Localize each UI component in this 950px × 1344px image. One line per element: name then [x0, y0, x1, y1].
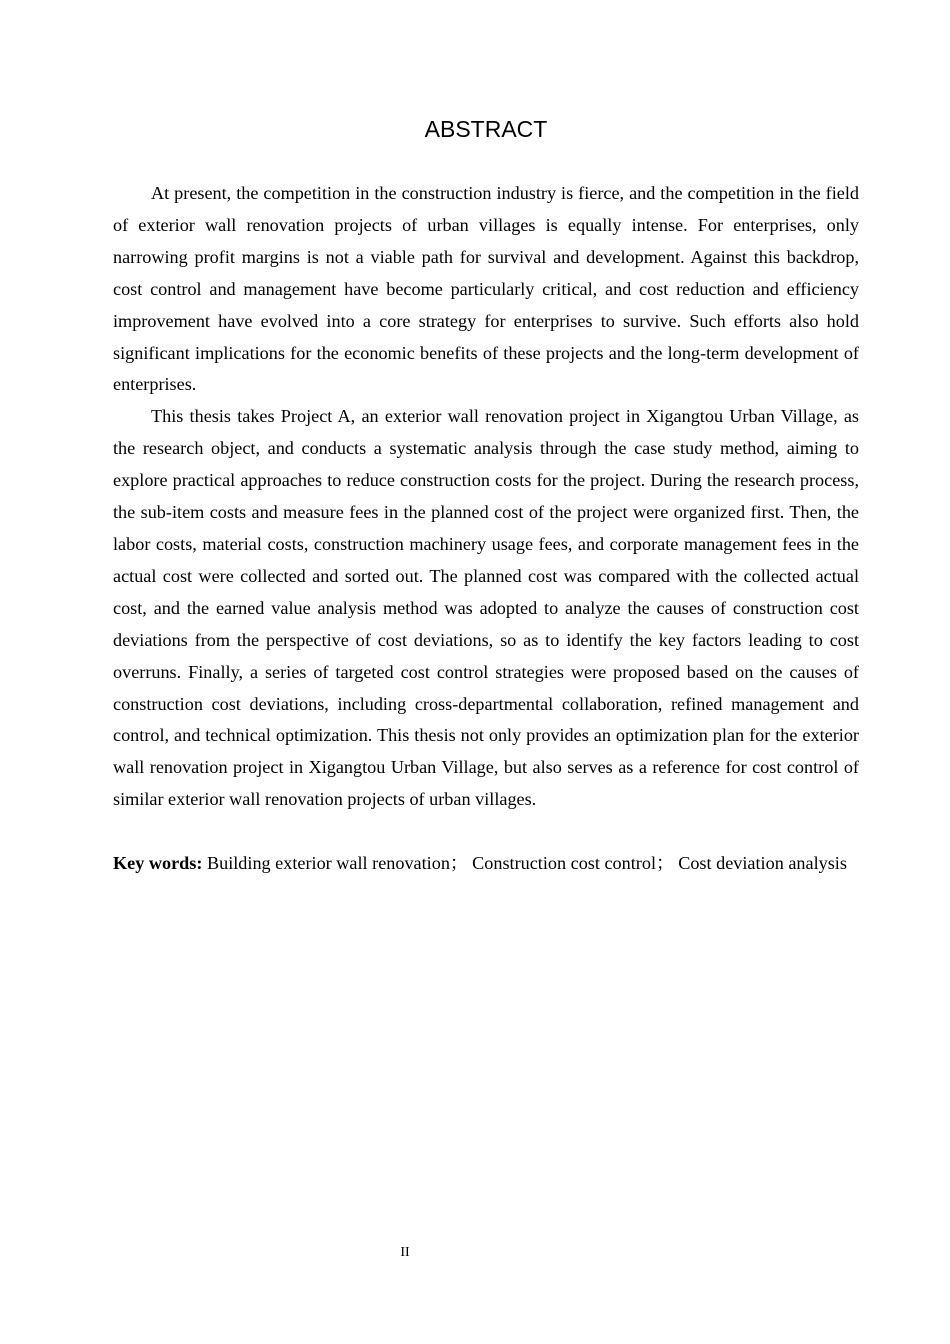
page-number: II [400, 1245, 410, 1260]
abstract-paragraph-1: At present, the competition in the construction industry is fierce, and the competition in the field of exterior wall renovation projects of urban villages is equally intense. For enterprises, only narrowing profit margins is not a viable path for survival and development. Against this backdrop, cost control and management have become particularly critical, and cost reduction and efficiency improvement have evolved into a core strategy for enterprises to survive. Such efforts also hold significant implications for the economic benefits of these projects and the long-term development of enterprises. [113, 183, 859, 395]
keyword-separator: ； [656, 853, 675, 874]
keywords-label: Key words: [113, 853, 203, 874]
keyword-item-2: Construction cost control [472, 853, 656, 874]
abstract-paragraph-2: This thesis takes Project A, an exterior wall renovation project in Xigangtou Urban Village, as the research object, and conducts a systematic analysis through the case study method, aiming to explore practical approaches to reduce construction costs for the project. During the research process, the sub-item costs and measure fees in the planned cost of the project were organized first. Then, the labor costs, material costs, construction machinery usage fees, and corporate management fees in the actual cost were collected and sorted out. The planned cost was compared with the collected actual cost, and the earned value analysis method was adopted to analyze the causes of construction cost deviations from the perspective of cost deviations, so as to identify the key factors leading to cost overruns. Finally, a series of targeted cost control strategies were proposed based on the causes of construction cost deviations, including cross-departmental collaboration, refined management and control, and technical optimization. This thesis not only provides an optimization plan for the exterior wall renovation project in Xigangtou Urban Village, but also serves as a reference for cost control of similar exterior wall renovation projects of urban villages. [113, 406, 859, 810]
keyword-item-3: Cost deviation analysis [678, 853, 847, 874]
keywords-line [113, 848, 859, 880]
keyword-separator: ； [449, 853, 469, 874]
abstract-title: ABSTRACT [424, 116, 548, 142]
keyword-item-1: Building exterior wall renovation [206, 853, 450, 874]
abstract-body [113, 178, 859, 880]
